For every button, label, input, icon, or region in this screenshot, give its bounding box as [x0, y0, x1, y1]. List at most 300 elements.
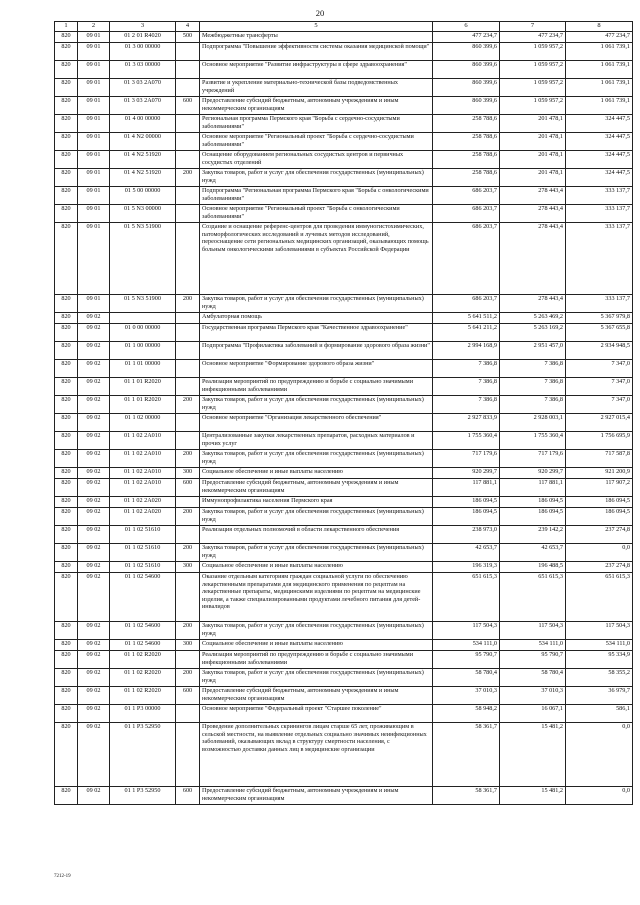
ministry-code-cell: 820: [55, 562, 78, 573]
section-code-cell: 09 02: [78, 526, 110, 544]
section-code-cell: 09 02: [78, 687, 110, 705]
expense-type-cell: [176, 432, 200, 450]
amount-year1-cell: 258 788,6: [433, 115, 500, 133]
amount-year1-cell: 477 234,7: [433, 32, 500, 43]
amount-year1-cell: 2 927 833,9: [433, 414, 500, 432]
amount-year3-cell: 333 137,7: [566, 295, 633, 313]
expense-type-cell: 200: [176, 544, 200, 562]
target-article-cell: 01 4 N2 51920: [110, 151, 176, 169]
section-code-cell: 09 01: [78, 32, 110, 43]
amount-year2-cell: 2 951 457,0: [500, 342, 566, 360]
amount-year1-cell: 117 881,1: [433, 479, 500, 497]
amount-year2-cell: 42 653,7: [500, 544, 566, 562]
section-code-cell: 09 02: [78, 432, 110, 450]
description-cell: Реализация мероприятий по предупреждению и борьбе с социально значимыми инфекционными заболеваниями: [200, 378, 433, 396]
section-code-cell: 09 02: [78, 396, 110, 414]
description-cell: Основное мероприятие "Организация лекарственного обеспечения": [200, 414, 433, 432]
amount-year2-cell: 15 481,2: [500, 787, 566, 805]
expense-type-cell: [176, 133, 200, 151]
section-code-cell: 09 02: [78, 450, 110, 468]
section-code-cell: 09 02: [78, 508, 110, 526]
section-code-cell: 09 01: [78, 79, 110, 97]
amount-year3-cell: 1 061 739,1: [566, 79, 633, 97]
amount-year2-cell: 1 059 957,2: [500, 97, 566, 115]
description-cell: Закупка товаров, работ и услуг для обеспечения государственных (муниципальных) нужд: [200, 450, 433, 468]
table-row: [55, 61, 633, 79]
section-code-cell: 09 01: [78, 61, 110, 79]
column-header: 4: [176, 22, 200, 32]
section-code-cell: 09 02: [78, 497, 110, 508]
amount-year2-cell: 5 263 169,2: [500, 324, 566, 342]
table-row: [55, 651, 633, 669]
expense-type-cell: [176, 723, 200, 787]
ministry-code-cell: 820: [55, 544, 78, 562]
amount-year3-cell: 324 447,5: [566, 169, 633, 187]
amount-year1-cell: 186 094,5: [433, 497, 500, 508]
description-cell: Реализация мероприятий по предупреждению и борьбе с социально значимыми инфекционными заболеваниями: [200, 651, 433, 669]
expense-type-cell: [176, 360, 200, 378]
target-article-cell: 01 1 00 00000: [110, 342, 176, 360]
expense-type-cell: 600: [176, 787, 200, 805]
description-cell: Подпрограмма "Повышение эффективности системы оказания медицинской помощи": [200, 43, 433, 61]
section-code-cell: 09 02: [78, 414, 110, 432]
expense-type-cell: 600: [176, 687, 200, 705]
target-article-cell: 01 2 01 R4020: [110, 32, 176, 43]
amount-year1-cell: 117 504,3: [433, 622, 500, 640]
target-article-cell: 01 1 02 54600: [110, 573, 176, 622]
amount-year2-cell: 201 478,1: [500, 115, 566, 133]
amount-year3-cell: 186 094,5: [566, 508, 633, 526]
amount-year1-cell: 258 788,6: [433, 169, 500, 187]
amount-year1-cell: 258 788,6: [433, 133, 500, 151]
amount-year3-cell: 117 907,2: [566, 479, 633, 497]
amount-year3-cell: 0,0: [566, 723, 633, 787]
amount-year1-cell: 37 010,3: [433, 687, 500, 705]
section-code-cell: 09 02: [78, 787, 110, 805]
target-article-cell: 01 1 02 2А010: [110, 479, 176, 497]
expense-type-cell: [176, 378, 200, 396]
ministry-code-cell: 820: [55, 432, 78, 450]
amount-year2-cell: 201 478,1: [500, 151, 566, 169]
description-cell: Реализация отдельных полномочий в области лекарственного обеспечения: [200, 526, 433, 544]
amount-year3-cell: 333 137,7: [566, 205, 633, 223]
description-cell: Закупка товаров, работ и услуг для обеспечения государственных (муниципальных) нужд: [200, 169, 433, 187]
expense-type-cell: [176, 79, 200, 97]
expense-type-cell: [176, 43, 200, 61]
description-cell: Подпрограмма "Региональная программа Пермского края "Борьба с онкологическими заболеваниями": [200, 187, 433, 205]
expense-type-cell: [176, 187, 200, 205]
amount-year3-cell: 333 137,7: [566, 223, 633, 295]
amount-year3-cell: 921 200,9: [566, 468, 633, 479]
table-row: [55, 562, 633, 573]
amount-year3-cell: 7 347,0: [566, 360, 633, 378]
budget-table: [54, 21, 633, 805]
ministry-code-cell: 820: [55, 61, 78, 79]
section-code-cell: 09 01: [78, 97, 110, 115]
table-row: [55, 622, 633, 640]
table-row: [55, 497, 633, 508]
ministry-code-cell: 820: [55, 640, 78, 651]
section-code-cell: 09 02: [78, 705, 110, 723]
expense-type-cell: [176, 61, 200, 79]
column-header: 2: [78, 22, 110, 32]
section-code-cell: 09 02: [78, 324, 110, 342]
amount-year3-cell: 237 274,8: [566, 562, 633, 573]
target-article-cell: 01 3 03 2А070: [110, 79, 176, 97]
table-row: [55, 32, 633, 43]
section-code-cell: 09 02: [78, 342, 110, 360]
ministry-code-cell: 820: [55, 133, 78, 151]
target-article-cell: 01 1 02 00000: [110, 414, 176, 432]
expense-type-cell: [176, 151, 200, 169]
amount-year2-cell: 278 443,4: [500, 205, 566, 223]
description-cell: Предоставление субсидий бюджетным, автономным учреждениям и иным некоммерческим организациям: [200, 787, 433, 805]
amount-year3-cell: 324 447,5: [566, 133, 633, 151]
amount-year2-cell: 1 059 957,2: [500, 79, 566, 97]
amount-year2-cell: 37 010,3: [500, 687, 566, 705]
ministry-code-cell: 820: [55, 295, 78, 313]
table-row: [55, 508, 633, 526]
ministry-code-cell: 820: [55, 360, 78, 378]
amount-year1-cell: 717 179,6: [433, 450, 500, 468]
expense-type-cell: 200: [176, 295, 200, 313]
section-code-cell: 09 02: [78, 640, 110, 651]
amount-year2-cell: 16 067,1: [500, 705, 566, 723]
description-cell: Подпрограмма "Профилактика заболеваний и формирование здорового образа жизни": [200, 342, 433, 360]
ministry-code-cell: 820: [55, 526, 78, 544]
target-article-cell: 01 1 01 00000: [110, 360, 176, 378]
target-article-cell: 01 1 01 R2020: [110, 396, 176, 414]
table-row: [55, 313, 633, 324]
amount-year1-cell: 58 361,7: [433, 787, 500, 805]
ministry-code-cell: 820: [55, 468, 78, 479]
amount-year1-cell: 686 203,7: [433, 223, 500, 295]
target-article-cell: 01 1 02 2А010: [110, 468, 176, 479]
ministry-code-cell: 820: [55, 324, 78, 342]
amount-year1-cell: 7 386,8: [433, 360, 500, 378]
expense-type-cell: 500: [176, 32, 200, 43]
table-row: [55, 468, 633, 479]
section-code-cell: 09 01: [78, 115, 110, 133]
description-cell: Региональная программа Пермского края "Борьба с сердечно-сосудистыми заболеваниями": [200, 115, 433, 133]
amount-year2-cell: 5 263 469,2: [500, 313, 566, 324]
ministry-code-cell: 820: [55, 497, 78, 508]
target-article-cell: 01 1 02 2А020: [110, 508, 176, 526]
target-article-cell: [110, 313, 176, 324]
amount-year2-cell: 201 478,1: [500, 133, 566, 151]
expense-type-cell: 200: [176, 450, 200, 468]
expense-type-cell: [176, 651, 200, 669]
ministry-code-cell: 820: [55, 115, 78, 133]
target-article-cell: 01 1 02 51610: [110, 562, 176, 573]
description-cell: Предоставление субсидий бюджетным, автономным учреждениям и иным некоммерческим организациям: [200, 687, 433, 705]
amount-year1-cell: 686 203,7: [433, 205, 500, 223]
target-article-cell: 01 5 N3 51900: [110, 295, 176, 313]
ministry-code-cell: 820: [55, 787, 78, 805]
description-cell: Иммунопрофилактика населения Пермского края: [200, 497, 433, 508]
amount-year1-cell: 1 755 360,4: [433, 432, 500, 450]
amount-year2-cell: 7 386,8: [500, 360, 566, 378]
target-article-cell: 01 1 02 R2020: [110, 651, 176, 669]
amount-year1-cell: 58 780,4: [433, 669, 500, 687]
column-header: 7: [500, 22, 566, 32]
table-row: [55, 205, 633, 223]
table-row: [55, 432, 633, 450]
section-code-cell: 09 01: [78, 133, 110, 151]
amount-year1-cell: 95 790,7: [433, 651, 500, 669]
section-code-cell: 09 02: [78, 544, 110, 562]
expense-type-cell: 300: [176, 562, 200, 573]
target-article-cell: 01 1 02 2А010: [110, 432, 176, 450]
target-article-cell: 01 1 02 54600: [110, 622, 176, 640]
table-row: [55, 151, 633, 169]
amount-year2-cell: 920 299,7: [500, 468, 566, 479]
target-article-cell: 01 5 N3 00000: [110, 205, 176, 223]
description-cell: Межбюджетные трансферты: [200, 32, 433, 43]
target-article-cell: 01 1 02 R2020: [110, 687, 176, 705]
target-article-cell: 01 1 P3 52950: [110, 723, 176, 787]
table-row: [55, 79, 633, 97]
ministry-code-cell: 820: [55, 97, 78, 115]
amount-year3-cell: 1 061 739,1: [566, 61, 633, 79]
ministry-code-cell: 820: [55, 378, 78, 396]
target-article-cell: 01 4 N2 00000: [110, 133, 176, 151]
expense-type-cell: [176, 526, 200, 544]
amount-year1-cell: 7 386,8: [433, 396, 500, 414]
ministry-code-cell: 820: [55, 669, 78, 687]
ministry-code-cell: 820: [55, 723, 78, 787]
amount-year2-cell: 95 790,7: [500, 651, 566, 669]
table-row: [55, 223, 633, 295]
ministry-code-cell: 820: [55, 79, 78, 97]
amount-year3-cell: 186 094,5: [566, 497, 633, 508]
description-cell: Основное мероприятие "Развитие инфраструктуры в сфере здравоохранения": [200, 61, 433, 79]
amount-year1-cell: 860 399,6: [433, 43, 500, 61]
section-code-cell: 09 01: [78, 169, 110, 187]
table-row: [55, 396, 633, 414]
description-cell: Закупка товаров, работ и услуг для обеспечения государственных (муниципальных) нужд: [200, 544, 433, 562]
amount-year3-cell: 477 234,7: [566, 32, 633, 43]
amount-year2-cell: 2 928 003,1: [500, 414, 566, 432]
table-row: [55, 450, 633, 468]
description-cell: Социальное обеспечение и иные выплаты населению: [200, 468, 433, 479]
amount-year1-cell: 2 994 168,9: [433, 342, 500, 360]
amount-year1-cell: 534 111,0: [433, 640, 500, 651]
target-article-cell: 01 1 02 R2020: [110, 669, 176, 687]
amount-year2-cell: 7 386,8: [500, 396, 566, 414]
section-code-cell: 09 01: [78, 187, 110, 205]
ministry-code-cell: 820: [55, 705, 78, 723]
amount-year1-cell: 58 361,7: [433, 723, 500, 787]
ministry-code-cell: 820: [55, 414, 78, 432]
amount-year2-cell: 117 881,1: [500, 479, 566, 497]
amount-year1-cell: 7 386,8: [433, 378, 500, 396]
description-cell: Государственная программа Пермского края "Качественное здравоохранение": [200, 324, 433, 342]
amount-year1-cell: 860 399,6: [433, 61, 500, 79]
ministry-code-cell: 820: [55, 573, 78, 622]
description-cell: Основное мероприятие "Формирование здорового образа жизни": [200, 360, 433, 378]
amount-year2-cell: 717 179,6: [500, 450, 566, 468]
amount-year2-cell: 534 111,0: [500, 640, 566, 651]
table-row: [55, 573, 633, 622]
column-header: 8: [566, 22, 633, 32]
ministry-code-cell: 820: [55, 479, 78, 497]
ministry-code-cell: 820: [55, 687, 78, 705]
amount-year3-cell: 36 979,7: [566, 687, 633, 705]
amount-year3-cell: 5 367 979,8: [566, 313, 633, 324]
table-row: [55, 705, 633, 723]
amount-year3-cell: 0,0: [566, 544, 633, 562]
amount-year2-cell: 278 443,4: [500, 223, 566, 295]
table-row: [55, 133, 633, 151]
expense-type-cell: [176, 705, 200, 723]
expense-type-cell: [176, 497, 200, 508]
amount-year1-cell: 860 399,6: [433, 79, 500, 97]
amount-year1-cell: 58 948,2: [433, 705, 500, 723]
expense-type-cell: 200: [176, 669, 200, 687]
ministry-code-cell: 820: [55, 223, 78, 295]
ministry-code-cell: 820: [55, 205, 78, 223]
section-code-cell: 09 01: [78, 43, 110, 61]
column-number-row: [55, 22, 633, 32]
amount-year2-cell: 1 059 957,2: [500, 61, 566, 79]
description-cell: Предоставление субсидий бюджетным, автономным учреждениям и иным некоммерческим организациям: [200, 97, 433, 115]
amount-year2-cell: 186 094,5: [500, 508, 566, 526]
page-number: 20: [315, 8, 325, 18]
table-row: [55, 360, 633, 378]
target-article-cell: 01 3 03 00000: [110, 61, 176, 79]
target-article-cell: 01 5 00 00000: [110, 187, 176, 205]
column-header: 3: [110, 22, 176, 32]
description-cell: Амбулаторная помощь: [200, 313, 433, 324]
expense-type-cell: [176, 313, 200, 324]
expense-type-cell: 300: [176, 640, 200, 651]
expense-type-cell: [176, 342, 200, 360]
table-row: [55, 169, 633, 187]
ministry-code-cell: 820: [55, 187, 78, 205]
section-code-cell: 09 02: [78, 313, 110, 324]
description-cell: Социальное обеспечение и иные выплаты населению: [200, 640, 433, 651]
amount-year2-cell: 1 755 360,4: [500, 432, 566, 450]
table-row: [55, 342, 633, 360]
amount-year1-cell: 42 653,7: [433, 544, 500, 562]
section-code-cell: 09 01: [78, 295, 110, 313]
description-cell: Оказание отдельным категориям граждан социальной услуги по обеспечению лекарственными препаратами для медицинского применения по рецептам на лекарственные препараты, медицинскими изделиями по рецептам на медицинские изделия, а также специализированными продуктами лечебного питания для детей-инвалидов: [200, 573, 433, 622]
expense-type-cell: 200: [176, 396, 200, 414]
expense-type-cell: 300: [176, 468, 200, 479]
ministry-code-cell: 820: [55, 342, 78, 360]
amount-year1-cell: 651 615,3: [433, 573, 500, 622]
description-cell: Закупка товаров, работ и услуг для обеспечения государственных (муниципальных) нужд: [200, 295, 433, 313]
section-code-cell: 09 02: [78, 573, 110, 622]
target-article-cell: 01 4 00 00000: [110, 115, 176, 133]
table-row: [55, 723, 633, 787]
description-cell: Развитие и укрепление материально-технической базы подведомственных учреждений: [200, 79, 433, 97]
target-article-cell: 01 1 02 2А020: [110, 497, 176, 508]
amount-year2-cell: 239 142,2: [500, 526, 566, 544]
description-cell: Централизованные закупки лекарственных препаратов, расходных материалов и прочих услуг: [200, 432, 433, 450]
amount-year3-cell: 324 447,5: [566, 151, 633, 169]
table-row: [55, 526, 633, 544]
ministry-code-cell: 820: [55, 622, 78, 640]
section-code-cell: 09 02: [78, 468, 110, 479]
expense-type-cell: [176, 573, 200, 622]
amount-year3-cell: 651 615,3: [566, 573, 633, 622]
description-cell: Закупка товаров, работ и услуг для обеспечения государственных (муниципальных) нужд: [200, 508, 433, 526]
expense-type-cell: [176, 205, 200, 223]
ministry-code-cell: 820: [55, 169, 78, 187]
description-cell: Закупка товаров, работ и услуг для обеспечения государственных (муниципальных) нужд: [200, 622, 433, 640]
amount-year1-cell: 186 094,5: [433, 508, 500, 526]
column-header: 1: [55, 22, 78, 32]
target-article-cell: 01 0 00 00000: [110, 324, 176, 342]
amount-year3-cell: 586,1: [566, 705, 633, 723]
description-cell: Основное мероприятие "Федеральный проект "Старшее поколение": [200, 705, 433, 723]
expense-type-cell: [176, 414, 200, 432]
table-row: [55, 687, 633, 705]
target-article-cell: 01 1 02 54600: [110, 640, 176, 651]
section-code-cell: 09 02: [78, 651, 110, 669]
amount-year3-cell: 1 061 739,1: [566, 43, 633, 61]
amount-year1-cell: 196 319,3: [433, 562, 500, 573]
amount-year3-cell: 7 347,0: [566, 396, 633, 414]
table-row: [55, 544, 633, 562]
description-cell: Предоставление субсидий бюджетным, автономным учреждениям и иным некоммерческим организациям: [200, 479, 433, 497]
table-row: [55, 187, 633, 205]
expense-type-cell: 600: [176, 97, 200, 115]
section-code-cell: 09 01: [78, 205, 110, 223]
amount-year2-cell: 651 615,3: [500, 573, 566, 622]
table-row: [55, 787, 633, 805]
amount-year3-cell: 237 274,8: [566, 526, 633, 544]
amount-year3-cell: 1 756 695,9: [566, 432, 633, 450]
amount-year1-cell: 258 788,6: [433, 151, 500, 169]
section-code-cell: 09 02: [78, 723, 110, 787]
amount-year2-cell: 15 481,2: [500, 723, 566, 787]
amount-year1-cell: 238 973,0: [433, 526, 500, 544]
table-row: [55, 115, 633, 133]
amount-year3-cell: 1 061 739,1: [566, 97, 633, 115]
ministry-code-cell: 820: [55, 151, 78, 169]
amount-year2-cell: 1 059 957,2: [500, 43, 566, 61]
table-row: [55, 97, 633, 115]
description-cell: Закупка товаров, работ и услуг для обеспечения государственных (муниципальных) нужд: [200, 396, 433, 414]
table-row: [55, 669, 633, 687]
amount-year1-cell: 5 641 511,2: [433, 313, 500, 324]
ministry-code-cell: 820: [55, 43, 78, 61]
column-header: 6: [433, 22, 500, 32]
amount-year2-cell: 186 094,5: [500, 497, 566, 508]
section-code-cell: 09 02: [78, 360, 110, 378]
amount-year1-cell: 860 399,6: [433, 97, 500, 115]
section-code-cell: 09 01: [78, 223, 110, 295]
expense-type-cell: 600: [176, 479, 200, 497]
expense-type-cell: [176, 324, 200, 342]
target-article-cell: 01 1 02 2А010: [110, 450, 176, 468]
expense-type-cell: 200: [176, 622, 200, 640]
description-cell: Социальное обеспечение и иные выплаты населению: [200, 562, 433, 573]
section-code-cell: 09 02: [78, 622, 110, 640]
description-cell: Создание и оснащение референс-центров для проведения иммуногистохимических, патоморфологических исследований и лучевых методов исследований, переоснащение сети региональных медицинских организаций, оказывающих помощь больным онкологическими заболеваниями в субъектах Российской Федерации: [200, 223, 433, 295]
table-row: [55, 324, 633, 342]
section-code-cell: 09 02: [78, 562, 110, 573]
table-row: [55, 378, 633, 396]
amount-year3-cell: 324 447,5: [566, 115, 633, 133]
amount-year3-cell: 2 927 015,4: [566, 414, 633, 432]
table-row: [55, 295, 633, 313]
section-code-cell: 09 02: [78, 669, 110, 687]
section-code-cell: 09 01: [78, 151, 110, 169]
